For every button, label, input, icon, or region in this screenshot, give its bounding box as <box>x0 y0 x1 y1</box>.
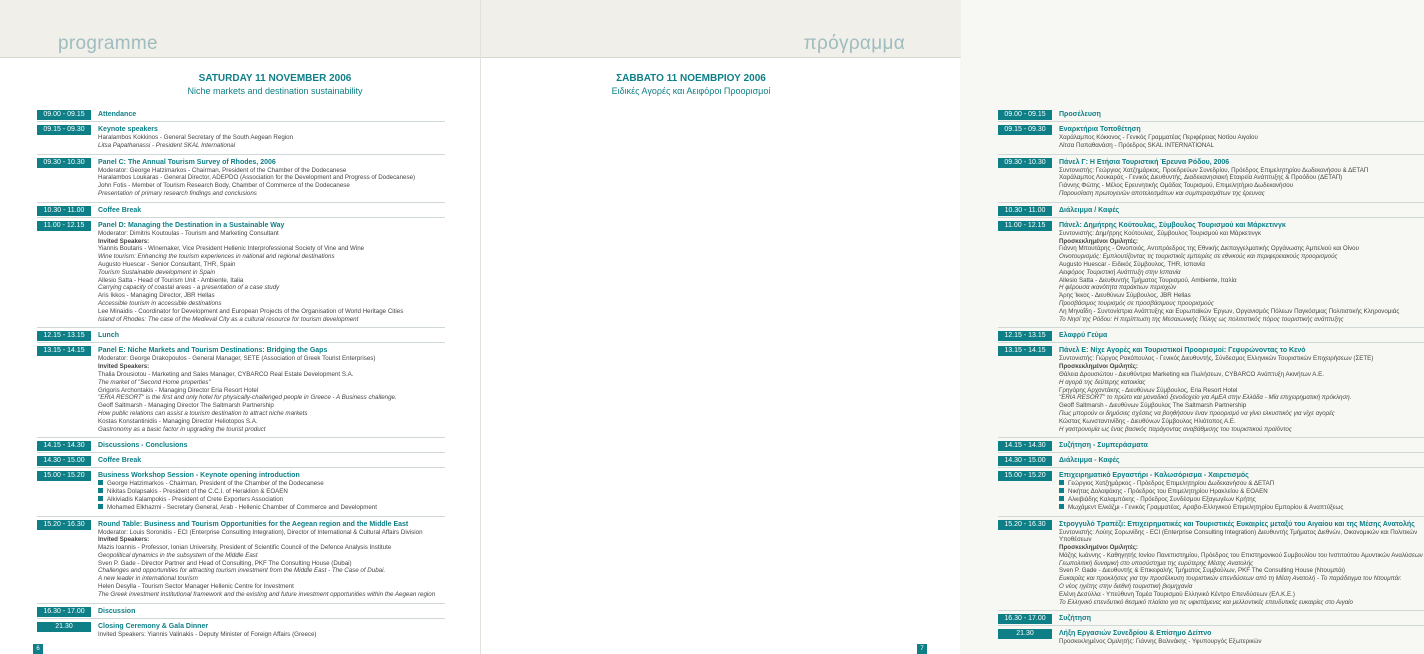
session-line: Προσκεκλημένοι Ομιλητές: <box>1059 544 1138 552</box>
time-slot: 12.15 - 13.15 <box>37 331 91 341</box>
session-line: Gastronomy as a basic factor in upgrading the tourist product <box>98 425 266 433</box>
session-line: Πως μπορούν οι δημόσιες σχέσεις να βοηθήσουν έναν προορισμό να γίνει ελκυστικός για νίχε αγορές <box>1059 409 1335 417</box>
session-line: Carrying capacity of coastal areas - a presentation of a case study <box>98 284 280 292</box>
page-number: 7 <box>917 644 927 654</box>
session-line: Wine tourism: Enhancing the tourism experiences in national and regional destinations <box>98 253 335 261</box>
session-line: Invited Speakers: <box>98 237 150 245</box>
schedule-row <box>37 520 445 599</box>
session-line: Moderator: George Drakopoulos - General Manager, SETE (Association of Greek Tourist Enterprises) <box>98 355 376 363</box>
session-line: Ευκαιρίες και προκλήσεις για την προσέλκυση τουριστικών επενδύσεων από τη Μέση Ανατολή - Το παράδειγμα του Ντουμπάι: <box>1059 575 1402 583</box>
time-slot: 15.00 - 15.20 <box>37 471 91 481</box>
schedule <box>998 110 1424 646</box>
session-line: Invited Speakers: Yiannis Valinakis - Deputy Minister of Foreign Affairs (Greece) <box>98 630 317 638</box>
schedule-row <box>998 221 1424 324</box>
session-line: Tourism Sustainable development in Spain <box>98 268 216 276</box>
session-line: John Fotis - Member of Tourism Research Body, Chamber of Commerce of the Dodecanese <box>98 182 350 190</box>
session-content <box>98 346 445 433</box>
time-slot: 21.30 <box>998 629 1052 639</box>
session-title: Business Workshop Session - Keynote opening introduction <box>98 472 300 480</box>
session-line: Accessible tourism in accessible destinations <box>98 299 222 307</box>
session-title: Lunch <box>98 332 119 340</box>
session-line: Allesio Satta - Head of Tourism Unit - Ambiente, Italia <box>98 276 244 284</box>
session-line: Island of Rhodes: The case of the Medieval City as a cultural resource for tourism development <box>98 315 359 323</box>
session-title: Προσέλευση <box>1059 111 1101 118</box>
session-line: Θάλεια Δρουσιώτου - Διευθύντρια Marketing και Πωλήσεων, CYBARCO Ανάπτυξη Ακινήτων Α.Ε. <box>1059 370 1324 378</box>
session-line: Helen Desylla - Tourism Sector Manager Hellenic Centre for Investment <box>98 583 294 591</box>
session-line: Ο νέος ηγέτης στην διεθνή τουριστική βιομηχανία <box>1059 583 1193 591</box>
right-page <box>480 0 1423 654</box>
schedule-row <box>998 629 1424 646</box>
schedule <box>37 110 445 638</box>
session-line: Συντονιστής: Γεώργιος Χατζημάρκος, Προεδρεύων Συνεδρίου, Πρόεδρος Επιμελητηρίου Δωδεκανήσου & ΔΕΤΑΠ <box>1059 166 1369 174</box>
bullet-speaker: Μωχάμεντ Ελκάζμι - Γενικός Γραμματέας, Αραβο-Ελληνικού Επιμελητηρίου Εμπορίου & Αναπτύξεως <box>1059 504 1424 512</box>
session-title: Round Table: Business and Tourism Opportunities for the Aegean region and the Middle East <box>98 520 409 528</box>
session-line: Συντονιστής: Λούης Σορωνίδης - ECI (Enterprise Consulting Integration) Διευθυντής Τμήματος Διεθνών, Οικονομικών και Πολιτικών Υποθέσεων <box>1059 528 1418 544</box>
session-line: Προσκεκλημένοι Ομιλητές: <box>1059 237 1138 245</box>
session-title: Panel C: The Annual Tourism Survey of Rhodes, 2006 <box>98 158 276 166</box>
schedule-row <box>998 471 1424 511</box>
session-title: Closing Ceremony & Gala Dinner <box>98 622 209 630</box>
session-content <box>98 110 445 119</box>
schedule-row <box>37 346 445 433</box>
session-title: Πάνελ Γ: Η Ετήσια Τουριστική Έρευνα Ρόδου, 2006 <box>1059 158 1230 166</box>
time-slot: 09.30 - 10.30 <box>37 158 91 168</box>
session-line: Προσκεκλημένοι Ομιλητές: <box>1059 363 1138 371</box>
time-slot: 14.30 - 15.00 <box>37 456 91 466</box>
session-line: A new leader in international tourism <box>98 575 198 583</box>
session-title: Επιχειρηματικό Εργαστήρι - Καλωσόρισμα - Χαιρετισμός <box>1059 472 1249 480</box>
session-line: Litsa Papathanassi - President SKAL International <box>98 141 236 149</box>
bullet-speaker: Νικήτας Δολαψάκης - Πρόεδρος του Επιμελητηρίου Ηρακλείου & ΕΟΑΕΝ <box>1059 488 1424 496</box>
session-title: Πάνελ Ε: Νίχε Αγορές και Τουριστικοί Προορισμοί: Γεφυρώνοντας το Κενό <box>1059 347 1306 355</box>
session-line: Allesio Satta - Διευθυντής Τμήματος Τουρισμού, Ambiente, Ιταλία <box>1059 276 1237 284</box>
session-title: Attendance <box>98 111 137 118</box>
session-line: Moderator: George Hatzimarkos - Chairman, President of the Chamber of the Dodecanese <box>98 166 347 174</box>
time-slot: 16.30 - 17.00 <box>37 607 91 617</box>
session-content <box>1059 221 1424 324</box>
session-line: Augusto Huescar - Senior Consultant, THR, Spain <box>98 260 236 268</box>
session-content <box>98 471 445 511</box>
session-title: Coffee Break <box>98 206 142 214</box>
session-line: Haralambos Kokkinos - General Secretary of the South Aegean Region <box>98 134 294 141</box>
schedule-row <box>37 441 445 450</box>
time-slot: 13.15 - 14.15 <box>37 346 91 356</box>
schedule-row <box>998 110 1424 119</box>
session-line: Άρης Ίκκος - Διευθύνων Σύμβουλος, JBR Hellas <box>1059 292 1191 300</box>
bullet-speaker: Γεώργιος Χατζημάρκος - Πρόεδρος Επιμελητηρίου Δωδεκανήσου & ΔΕΤΑΠ <box>1059 480 1424 488</box>
session-line: How public relations can assist a tourism destination to attract niche markets <box>98 409 308 417</box>
schedule-row <box>37 607 445 616</box>
schedule-row <box>998 456 1424 465</box>
session-line: "ERIA RESORT" το πρώτο και μοναδικό ξενοδοχείο για ΑμΕΑ στην Ελλάδα - Μία επιχειρηματική πρόκληση. <box>1059 394 1352 402</box>
schedule-row <box>998 158 1424 198</box>
time-slot: 09.15 - 09.30 <box>37 125 91 135</box>
time-slot: 12.15 - 13.15 <box>998 331 1052 341</box>
time-slot: 11.00 - 12.15 <box>37 221 91 231</box>
schedule-row <box>998 346 1424 433</box>
day-subtitle: Ειδικές Αγορές και Αειφόροι Προορισμοί <box>611 86 771 96</box>
session-line: Moderator: Louis Soronidis - ECI (Enterprise Consulting Integration), Director of International & Cultural Affairs Division <box>98 528 423 536</box>
session-title: Συζήτηση - Συμπεράσματα <box>1059 442 1148 450</box>
session-title: Εναρκτήρια Τοποθέτηση <box>1059 126 1141 133</box>
bullet-speaker: Αλκιβιάδης Καλαμπόκης - Πρόεδρος Συνδέσμου Εξαγωγέων Κρήτης <box>1059 496 1424 504</box>
bullet-speaker: George Hatzimarkos - Chairman, President of the Chamber of the Dodecanese <box>98 480 445 488</box>
session-line: Οινοτουρισμός: Εμπλουτίζοντας τις τουριστικές εμπειρίες σε εθνικούς και περιφερειακούς προορισμούς <box>1059 253 1338 261</box>
session-line: Ελένη Δεσύλλα - Υπεύθυνη Τομέα Τουρισμού Ελληνικό Κέντρο Επενδύσεων (ΕΛ.Κ.Ε.) <box>1059 590 1295 598</box>
session-content <box>98 622 445 639</box>
session-title: Keynote speakers <box>98 126 158 133</box>
session-content <box>1059 346 1424 433</box>
schedule-row <box>37 221 445 324</box>
time-slot: 09.30 - 10.30 <box>998 158 1052 168</box>
left-page <box>0 0 480 654</box>
session-title: Discussion <box>98 607 136 615</box>
session-line: Γεωπολιτική δυναμική στο υποσύστημα της ευρύτερης Μέσης Ανατολής <box>1059 559 1254 567</box>
session-line: Προσβάσιμος τουρισμός σε προσβάσιμους προορισμούς <box>1059 299 1214 307</box>
time-slot: 09.00 - 09.15 <box>37 110 91 120</box>
session-line: Moderator: Dimitris Koutoulas - Tourism and Marketing Consultant <box>98 229 279 237</box>
header-word: πρόγραμμα <box>803 33 905 54</box>
session-content <box>98 441 445 450</box>
day-title-block <box>481 73 901 97</box>
session-content <box>98 206 445 215</box>
session-content <box>1059 331 1424 340</box>
session-line: Αειφόρος Τουριστική Ανάπτυξη στην Ισπανία <box>1059 268 1181 276</box>
time-slot: 14.30 - 15.00 <box>998 456 1052 466</box>
session-title: Panel E: Niche Markets and Tourism Destinations: Bridging the Gaps <box>98 347 328 355</box>
schedule-row <box>998 441 1424 450</box>
time-slot: 10.30 - 11.00 <box>37 206 91 216</box>
session-content <box>98 520 445 599</box>
session-title: Λήξη Εργασιών Συνεδρίου & Επίσημο Δείπνο <box>1059 630 1212 638</box>
time-slot: 16.30 - 17.00 <box>998 614 1052 624</box>
header-word: programme <box>58 33 158 54</box>
session-content <box>1059 125 1424 150</box>
session-line: Παρουσίαση πρωτογενών αποτελεσμάτων και συμπερασμάτων της έρευνας <box>1059 189 1265 197</box>
schedule-row <box>998 614 1424 623</box>
session-line: Haralambos Loukaras - General Director, ADEPDO (Association for the Development and Progress of Dodecanese) <box>98 174 416 182</box>
session-line: Presentation of primary research findings and conclusions <box>98 189 257 197</box>
session-line: Kostas Konstantinidis - Managing Director Heliotopos S.A. <box>98 417 258 425</box>
session-title: Ελαφρύ Γεύμα <box>1059 332 1108 340</box>
session-line: Η φέρουσα ικανότητα παράκτιων περιοχών <box>1059 284 1177 292</box>
time-slot: 14.15 - 14.30 <box>37 441 91 451</box>
session-line: Προσκεκλημένος Ομιλητής: Γιάννης Βαλινάκης - Υφυπουργός Εξωτερικών <box>1059 638 1262 646</box>
time-slot: 13.15 - 14.15 <box>998 346 1052 356</box>
session-line: The market of "Second Home properties" <box>98 378 211 386</box>
session-title: Διάλειμμα / Καφές <box>1059 206 1120 214</box>
session-line: Λίτσα Παπαθανάση - Πρόεδρος SKAL INTERNATIONAL <box>1059 141 1214 149</box>
session-content <box>1059 441 1424 450</box>
session-line: Συντονιστής: Δημήτρης Κούτουλας, Σύμβουλος Τουρισμού και Μάρκετινγκ <box>1059 229 1261 237</box>
session-content <box>1059 110 1424 119</box>
schedule-row <box>37 110 445 119</box>
session-line: Χαράλαμπος Λουκαράς - Γενικός Διευθυντής, Διαδεκανησιακή Εταιρεία Ανάπτυξης & Προόδου (ΔΕΤΑΠ) <box>1059 174 1343 182</box>
session-title: Panel D: Managing the Destination in a Sustainable Way <box>98 221 285 229</box>
page-number: 6 <box>33 644 43 654</box>
session-content <box>1059 471 1424 511</box>
schedule-row <box>37 456 445 465</box>
session-content <box>98 158 445 198</box>
session-line: Yiannis Boutaris - Winemaker, Vice President Hellenic Interprofessional Society of Vine and Wine <box>98 245 365 253</box>
session-line: Γιάννη Μπουτάρης - Οινοποιός, Αντιπρόεδρος της Εθνικής Διεπαγγελματικής Οργάνωσης Αμπελιού και Οίνου <box>1059 245 1360 253</box>
session-title: Διάλειμμα - Καφές <box>1059 457 1120 465</box>
bullet-speaker: Mohamed Elkhazmi - Secretary General, Arab - Hellenic Chamber of Commerce and Development <box>98 504 445 512</box>
session-line: Το Ελληνικό επενδυτικό θεσμικό πλαίσιο για τις υφιστάμενες και μελλοντικές επενδυτικές ευκαιρίες στο Αιγαίο <box>1059 598 1354 606</box>
session-line: Mazis Ioannis - Professor, Ionian University, President of Scientific Council of the Defence Analysis Institute <box>98 544 392 552</box>
session-line: Η αγορά της δεύτερης κατοικίας <box>1059 378 1146 386</box>
session-title: Coffee Break <box>98 457 142 465</box>
session-line: Grigoris Archontakis - Managing Director Eria Resort Hotel <box>98 386 259 394</box>
schedule-row <box>998 520 1424 607</box>
session-line: Aris Ikkos - Managing Director, JBR Hellas <box>98 292 215 300</box>
session-line: Γρηγόρης Αρχοντάκης - Διευθύνων Σύμβουλος, Eria Resort Hotel <box>1059 386 1238 394</box>
session-line: Λη Μηναΐδη - Συντονίστρια Ανάπτυξης και Ευρωπαϊκών Έργων, Οργανισμός Πόλεων Παγκόσμιας Πολιτιστικής Κληρονομιάς <box>1059 307 1400 315</box>
session-line: The Greek investment institutional framework and the existing and future investment opportunities within the Aegean region <box>98 590 436 598</box>
session-content <box>1059 206 1424 215</box>
time-slot: 15.20 - 16.30 <box>37 520 91 530</box>
schedule-row <box>998 125 1424 150</box>
schedule-row <box>37 331 445 340</box>
session-line: Invited Speakers: <box>98 536 150 544</box>
session-line: Thalia Drousiotou - Marketing and Sales Manager, CYBARCO Real Estate Development S.A. <box>98 370 354 378</box>
session-line: Μάζης Ιωάννης - Καθηγητής Ιονίου Πανεπιστημίου, Πρόεδρος του Επιστημονικού Συμβουλίου του Ινστιτούτου Αμυντικών Αναλύσεων <box>1059 551 1423 559</box>
session-line: Η γαστρονομία ως ένας βασικός παράγοντας αναβάθμισης του τουριστικού προϊόντος <box>1059 425 1292 433</box>
schedule-row <box>37 158 445 198</box>
session-line: Sven P. Gade - Διευθυντής & Επικεφαλής Τμήματος Συμβούλων, PKF The Consulting House (Ντουμπάι) <box>1059 567 1346 575</box>
time-slot: 11.00 - 12.15 <box>998 221 1052 231</box>
schedule-row <box>37 206 445 215</box>
session-line: "ERIA RESORT" is the first and only hotel for physically-challenged people in Greece - A Business challenge. <box>98 394 397 402</box>
time-slot: 21.30 <box>37 622 91 632</box>
session-line: Το Νησί της Ρόδου: Η περίπτωση της Μεσαιωνικής Πόλης ως πολιτιστικός πόρος τουριστικής ανάπτυξης <box>1059 315 1344 323</box>
day-title: SATURDAY 11 NOVEMBER 2006 <box>198 73 352 84</box>
session-line: Geopolitical dynamics in the subsystem of the Middle East <box>98 551 258 559</box>
session-line: Γιάννης Φώτης - Μέλος Ερευνητικής Ομάδας Τουρισμού, Επιμελητήριο Δωδεκανήσου <box>1059 182 1294 190</box>
time-slot: 10.30 - 11.00 <box>998 206 1052 216</box>
time-slot: 15.00 - 15.20 <box>998 471 1052 481</box>
header-band <box>481 0 961 58</box>
session-line: Augusto Huescar - Ειδικός Σύμβουλος, THR, Ισπανία <box>1059 260 1205 268</box>
bullet-speaker: Alkiviadis Kalampokis - President of Crete Exporters Association <box>98 496 445 504</box>
session-content <box>1059 520 1424 607</box>
time-slot: 15.20 - 16.30 <box>998 520 1052 530</box>
session-line: Κώστας Κωνσταντινίδης - Διευθύνων Σύμβουλος Ηλιότοπος Α.Ε. <box>1059 417 1236 425</box>
session-content <box>1059 629 1424 646</box>
session-line: Lee Minaidis - Coordinator for Development and European Projects of the Organisation of World Heritage Cities <box>98 307 404 315</box>
session-content <box>98 221 445 324</box>
header-band <box>0 0 480 58</box>
time-slot: 09.15 - 09.30 <box>998 125 1052 135</box>
day-title-block <box>70 73 480 97</box>
session-title: Στρογγυλό Τραπέζι: Επιχειρηματικές και Τουριστικές Ευκαιρίες μεταξύ του Αιγαίου και της Μέσης Ανατολής <box>1059 520 1415 528</box>
session-content <box>98 331 445 340</box>
schedule-row <box>998 331 1424 340</box>
session-content <box>98 125 445 150</box>
day-subtitle: Niche markets and destination sustainability <box>187 86 363 96</box>
session-line: Challenges and opportunities for attracting tourism investment from the Middle East - The Case of Dubai. <box>98 567 386 575</box>
session-line: Geoff Saltmarsh - Managing Director The Saltmarsh Partnership <box>98 402 274 410</box>
bullet-speaker: Nikitas Dolapsakis - President of the C.C.I. of Heraklion & EOAEN <box>98 488 445 496</box>
session-line: Sven P. Gade - Director Partner and Head of Consulting, PKF The Consulting House (Dubai) <box>98 559 352 567</box>
session-title: Πάνελ: Δημήτρης Κούτουλας, Σύμβουλος Τουρισμού και Μάρκετινγκ <box>1059 221 1286 229</box>
schedule-row <box>998 206 1424 215</box>
schedule-row <box>37 622 445 639</box>
schedule-row <box>37 471 445 511</box>
session-content <box>1059 456 1424 465</box>
day-title: ΣΑΒΒΑΤΟ 11 ΝΟΕΜΒΡΙΟΥ 2006 <box>616 73 766 84</box>
session-content <box>98 456 445 465</box>
session-line: Invited Speakers: <box>98 363 150 371</box>
session-title: Συζήτηση <box>1059 615 1092 623</box>
session-line: Geoff Saltmarsh - Διευθύνων Σύμβουλος The Saltmarsh Partnership <box>1059 402 1247 410</box>
time-slot: 09.00 - 09.15 <box>998 110 1052 120</box>
session-content <box>1059 614 1424 623</box>
session-title: Discussions - Conclusions <box>98 442 188 450</box>
session-line: Συντονιστής: Γιώργος Ρακόπουλος - Γενικός Διευθυντής, Σύνδεσμος Ελληνικών Τουριστικών Επιχειρήσεων (ΣΕΤΕ) <box>1059 355 1374 363</box>
time-slot: 14.15 - 14.30 <box>998 441 1052 451</box>
session-line: Χαράλαμπος Κόκκινος - Γενικός Γραμματέας Περιφέρειας Νοτίου Αιγαίου <box>1059 134 1258 141</box>
schedule-row <box>37 125 445 150</box>
session-content <box>1059 158 1424 198</box>
session-content <box>98 607 445 616</box>
